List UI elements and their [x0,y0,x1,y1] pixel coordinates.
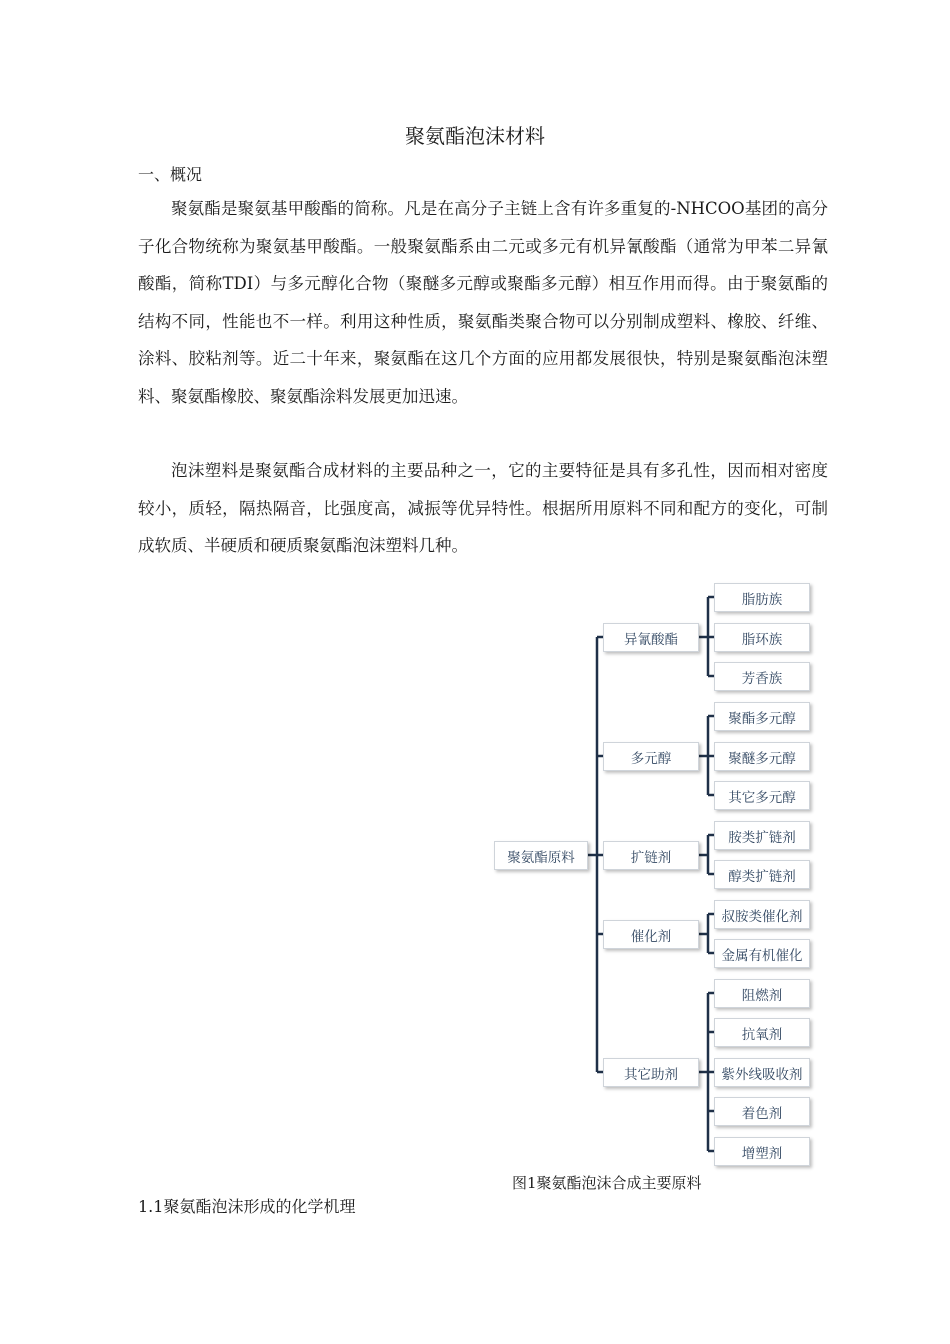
diagram-leaf: 聚醚多元醇 [714,742,810,771]
diagram-node-chain-extender: 扩链剂 [603,841,699,870]
diagram-leaf: 紫外线吸收剂 [714,1058,810,1087]
section-heading-overview: 一、概况 [138,165,203,184]
diagram-leaf: 金属有机催化 [714,939,810,968]
figure-caption: 图1聚氨酯泡沫合成主要原料 [512,1174,702,1192]
diagram-root-node: 聚氨酯原料 [494,841,588,870]
section-heading-mechanism: 1.1聚氨酯泡沫形成的化学机理 [138,1197,356,1216]
diagram-leaf: 叔胺类催化剂 [714,900,810,929]
diagram-leaf: 抗氧剂 [714,1018,810,1047]
paragraph-foam: 泡沫塑料是聚氨酯合成材料的主要品种之一，它的主要特征是具有多孔性，因而相对密度较小，质轻，隔热隔音，比强度高，减振等优异特性。根据所用原料不同和配方的变化，可制成软质、半硬质和硬质聚氨酯泡沫塑料几种。 [138,461,828,555]
diagram-node-isocyanate: 异氰酸酯 [603,623,699,652]
diagram-node-polyol: 多元醇 [603,742,699,771]
diagram-node-other-additives: 其它助剂 [603,1058,699,1087]
diagram-node-catalyst: 催化剂 [603,920,699,949]
diagram-leaf: 胺类扩链剂 [714,821,810,850]
page-title: 聚氨酯泡沫材料 [405,124,545,148]
diagram-leaf: 聚酯多元醇 [714,702,810,731]
diagram-leaf: 醇类扩链剂 [714,860,810,889]
diagram-leaf: 脂环族 [714,623,810,652]
diagram-leaf: 其它多元醇 [714,781,810,810]
diagram-leaf: 芳香族 [714,662,810,691]
diagram-leaf: 增塑剂 [714,1137,810,1166]
diagram-leaf: 阻燃剂 [714,979,810,1008]
paragraph-intro: 聚氨酯是聚氨基甲酸酯的简称。凡是在高分子主链上含有许多重复的-NHCOO基团的高分子化合物统称为聚氨基甲酸酯。一般聚氨酯系由二元或多元有机异氰酸酯（通常为甲苯二异氰酸酯，简称TDI）与多元醇化合物（聚醚多元醇或聚酯多元醇）相互作用而得。由于聚氨酯的结构不同，性能也不一样。利用这种性质，聚氨酯类聚合物可以分别制成塑料、橡胶、纤维、涂料、胶粘剂等。近二十年来，聚氨酯在这几个方面的应用都发展很快，特别是聚氨酯泡沫塑料、聚氨酯橡胶、聚氨酯涂料发展更加迅速。 [138,199,828,406]
diagram-leaf: 脂肪族 [714,583,810,612]
diagram-leaf: 着色剂 [714,1097,810,1126]
